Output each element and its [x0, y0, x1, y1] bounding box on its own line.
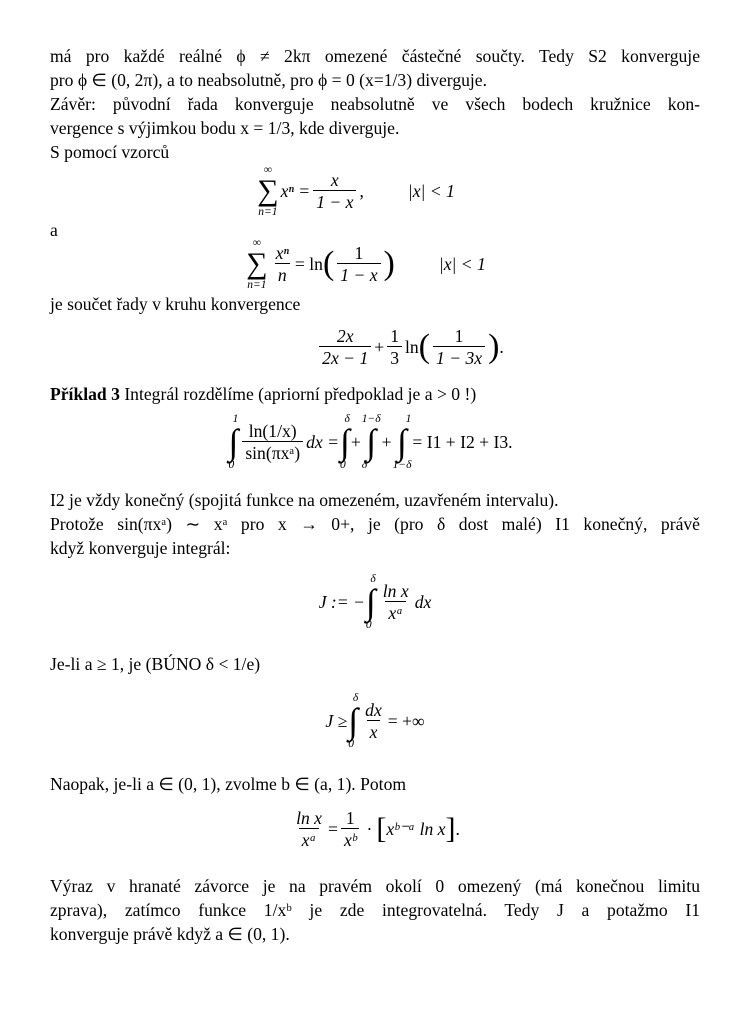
integral-operator: δ ∫ 0	[348, 692, 359, 750]
fraction: $\frac{\ln(1/x)}{\text{sin(πxᵃ)}}$	[242, 421, 303, 464]
equation-rewrite: $\frac{\text{ln x}}{\text{xᵃ}}$ = $\frac{1}{\text{xᵇ}}$ · [ xᵇ⁻ᵃ ln x ] .	[50, 800, 700, 858]
equation-series-sum: $\frac{2x}{2x - 1}$ + $\frac{1}{3}$ ln ( $\frac{1}{1 - 3x}$ ) .	[120, 316, 700, 378]
paragraph-case-a-lt-1: Naopak, je-li a ∈ (0, 1), zvolme b ∈ (a, 1). Potom	[50, 774, 407, 794]
fraction: $\frac{dx}{x}$	[365, 699, 382, 742]
fraction: $\frac{\text{ln x}}{\text{xᵃ}}$	[382, 580, 409, 623]
fraction: $\frac{\text{xⁿ}}{n}$	[275, 242, 289, 285]
text-line: má pro každé reálné ϕ ≠ 2kπ omezené částečné součty. Tedy S2 konverguje	[50, 46, 700, 66]
sum-operator: ∞ ∑ n=1	[246, 237, 268, 291]
equation-geometric-series: ∞ ∑ n=1 xⁿ = $\frac{x}{1 - x}$ , |x| < 1	[257, 164, 455, 218]
paragraph-formulas-intro	[50, 140, 700, 164]
fraction: $\frac{1}{\text{xᵇ}}$	[341, 808, 360, 851]
integral-operator: 1−δ ∫ δ	[361, 413, 381, 471]
paragraph-conclusion	[50, 92, 700, 140]
paragraph-example-3: Příklad 3 Integrál rozdělíme (apriorní předpoklad je a > 0 !)	[50, 384, 477, 404]
text-line: S pomocí vzorců	[50, 142, 170, 162]
paragraph-and: a	[50, 220, 58, 240]
text-line: Závěr: původní řada konverguje neabsolutně ve všech bodech kružnice kon-	[50, 94, 700, 114]
fraction: $\frac{1}{3}$	[387, 326, 402, 369]
fraction: $\frac{\text{ln x}}{\text{xᵃ}}$	[296, 807, 322, 850]
fraction: $\frac{x}{1 - x}$	[313, 170, 356, 213]
text-line: vergence s výjimkou bodu x = 1/3, kde diverguje.	[50, 118, 400, 138]
integral-operator: δ ∫ 0	[339, 413, 350, 471]
integral-operator: 1 ∫ 1−δ	[392, 413, 412, 471]
fraction: $\frac{1}{1 - x}$	[337, 243, 380, 286]
integral-operator: 1 ∫ 0	[228, 413, 239, 471]
paragraph-case-a-ge-1: Je-li a ≥ 1, je (BÚNO δ < 1/e)	[50, 654, 261, 674]
paragraph-final: Výraz v hranaté závorce je na pravém okolí 0 omezený (má konečnou limitu zprava), zatímco funkce 1/xᵇ je zde integrovatelná. Tedy J a potažmo I1 konverguje právě když a ∈ (0, 1).	[50, 876, 700, 944]
fraction: $\frac{2x}{2x - 1}$	[319, 326, 371, 369]
paragraph-i2-finite: I2 je vždy konečný (spojitá funkce na omezeném, uzavřeném intervalu). Protože sin(πxᵃ) ∼ xᵃ pro x → 0+, je (pro δ dost malé) I1 konečný, právě když konverguje integrál:	[50, 490, 700, 558]
document-page	[50, 44, 700, 946]
equation-j-definition: J := − δ ∫ 0 $\frac{\text{ln x}}{\text{xᵃ}}$ dx	[318, 573, 432, 631]
paragraph-s2-convergence	[50, 44, 700, 92]
equation-integral-split: 1 ∫ 0 $\frac{\ln(1/x)}{\text{sin(πxᵃ)}}$ dx = δ ∫ 0 + 1−δ ∫ δ + 1 ∫ 1−δ = I1 + I2 + I3.	[228, 413, 513, 471]
example-label: Příklad 3	[50, 384, 120, 404]
equation-log-series: ∞ ∑ n=1 $\frac{\text{xⁿ}}{n}$ = ln ( $\frac{1}{1 - x}$ ) |x| < 1	[246, 237, 486, 291]
text-line: pro ϕ ∈ (0, 2π), a to neabsolutně, pro ϕ = 0 (x=1/3) diverguje.	[50, 70, 488, 90]
paragraph-sum-in-disc: je součet řady v kruhu konvergence	[50, 294, 301, 314]
sum-operator: ∞ ∑ n=1	[257, 164, 279, 218]
fraction: $\frac{1}{1 - 3x}$	[433, 326, 485, 369]
equation-j-divergent: J ≥ δ ∫ 0 $\frac{dx}{x}$ = +∞	[325, 692, 425, 750]
integral-operator: δ ∫ 0	[365, 573, 376, 631]
